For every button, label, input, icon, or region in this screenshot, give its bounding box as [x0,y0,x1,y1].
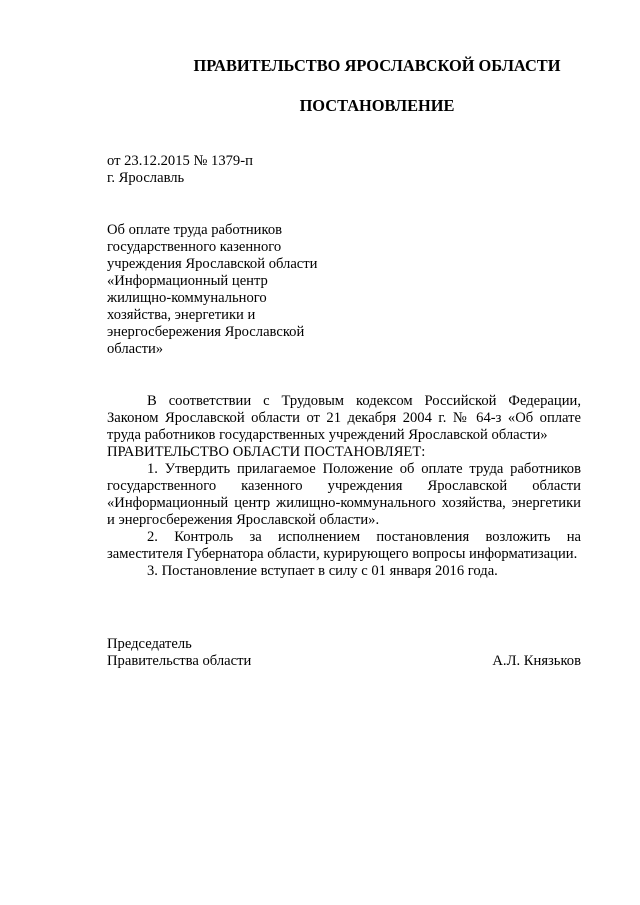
city: г. Ярославль [107,170,185,186]
clause-1: 1. Утвердить прилагаемое Положение об оплате труда работников государственного казенного учреждения Ярославской области «Информационный центр жилищно-коммунального хозяйства, энергетики и энергосбережения Ярославской области». [107,461,581,528]
signatory-position-line1: Председатель [107,636,192,652]
document-meta [107,153,407,187]
subject-line: энергосбережения Ярославской [107,324,305,340]
subject-line: жилищно-коммунального [107,290,267,306]
organization-title: ПРАВИТЕЛЬСТВО ЯРОСЛАВСКОЙ ОБЛАСТИ [193,56,561,75]
signature-row [107,653,581,670]
preamble-paragraph: В соответствии с Трудовым кодексом Российской Федерации, Законом Ярославской области от 21 декабря 2004 г. № 64-з «Об оплате труда работников государственных учреждений Ярославской области» [107,393,581,443]
subject-line: «Информационный центр [107,273,268,289]
date-number: от 23.12.2015 № 1379-п [107,153,253,169]
document-type-title: ПОСТАНОВЛЕНИЕ [299,96,455,115]
document-subject [107,222,367,358]
signature-block [107,636,581,670]
subject-line: области» [107,341,164,357]
signatory-position-line2: Правительства области [107,653,252,669]
subject-line: Об оплате труда работников [107,222,283,238]
subject-line: государственного казенного [107,239,282,255]
clause-2: 2. Контроль за исполнением постановления возложить на заместителя Губернатора области, курирующего вопросы информатизации. [107,529,581,562]
subject-line: учреждения Ярославской области [107,256,318,272]
clause-3: 3. Постановление вступает в силу с 01 января 2016 года. [147,563,498,579]
signatory-name: А.Л. Князьков [492,653,581,669]
document-body [107,393,581,580]
resolution-heading: ПРАВИТЕЛЬСТВО ОБЛАСТИ ПОСТАНОВЛЯЕТ: [107,444,426,460]
subject-line: хозяйства, энергетики и [107,307,256,323]
